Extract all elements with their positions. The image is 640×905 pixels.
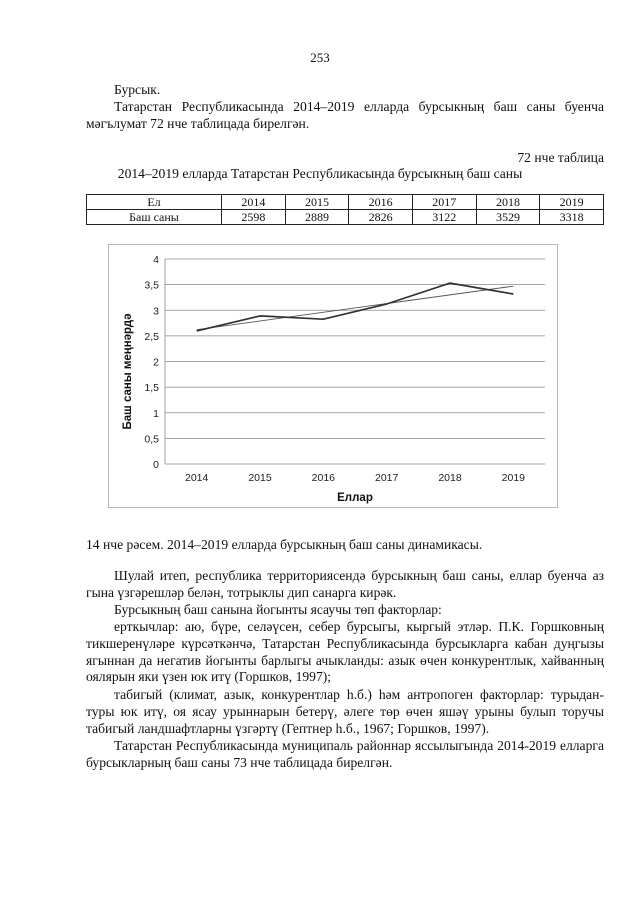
table-cell-count: 2598	[222, 210, 286, 225]
table-row-counts	[87, 210, 604, 225]
x-tick-label: 2014	[184, 472, 209, 484]
data-table	[86, 194, 604, 225]
table-cell-year: 2019	[540, 195, 604, 210]
table-cell-count: 3318	[540, 210, 604, 225]
y-tick-label: 2	[153, 356, 159, 369]
y-tick-label: 0	[153, 459, 159, 471]
x-tick-label: 2017	[374, 472, 399, 484]
table-title: 2014–2019 елларда Татарстан Республикасында бурсыкның баш саны	[117, 166, 523, 181]
chart-svg	[109, 245, 557, 507]
intro-paragraph: Татарстан Республикасында 2014–2019 елларда бурсыкның баш саны буенча мәгълумат 72 нче таблицада бирелгән.	[86, 99, 604, 131]
table-cell-year: 2015	[285, 195, 349, 210]
y-tick-label: 1	[153, 407, 159, 420]
body-paragraph-5: Татарстан Республикасында муниципаль районнар яссылыгында 2014-2019 елларга бурсыкларның баш саны 73 нче таблицада бирелгән.	[86, 738, 604, 770]
table-label: 72 нче таблица	[517, 150, 604, 165]
y-tick-label: 1,5	[144, 382, 159, 395]
y-axis-label: Баш саны меңнәрдә	[122, 313, 134, 430]
y-tick-label: 3	[153, 305, 159, 318]
body-paragraph-2: Бурсыкның баш санына йогынты ясаучы төп факторлар:	[114, 602, 442, 617]
table-cell-count: 2889	[285, 210, 349, 225]
body-paragraph-3: ерткычлар: аю, бүре, селәүсен, себер бурсыгы, кыргый этләр. П.К. Горшковның тикшеренүләре күрсәткәнчә, Татарстан Республикасында бурсыкларга кабан дуңгызы ягыннан да негатив йогынты барлыгы ачыкланды: азык өчен конкурентлык, хайванның оялярын яки үзен юк итү (Горшков, 1997);	[86, 619, 604, 685]
trend-line	[197, 286, 514, 330]
figure-caption: 14 нче рәсем. 2014–2019 елларда бурсыкның баш саны динамикасы.	[86, 537, 483, 552]
series-line	[197, 283, 514, 331]
x-tick-label: 2016	[311, 472, 336, 484]
y-tick-label: 3,5	[144, 279, 159, 292]
page-number: 253	[310, 50, 330, 65]
body-paragraph-1: Шулай итеп, республика территориясендә бурсыкның баш саны, еллар буенча аз гына үзгәрешләр белән, тотрыклы дип санарга кирәк.	[86, 568, 604, 600]
x-tick-label: 2015	[248, 472, 272, 484]
y-tick-label: 2,5	[144, 330, 159, 343]
table-cell-year: 2016	[349, 195, 413, 210]
table-cell-year: 2014	[222, 195, 286, 210]
table-header-count: Баш саны	[87, 210, 222, 225]
table-header-year: Ел	[87, 195, 222, 210]
table-cell-count: 3122	[412, 210, 476, 225]
table-cell-year: 2018	[476, 195, 540, 210]
y-tick-label: 0,5	[144, 433, 159, 446]
table-cell-year: 2017	[412, 195, 476, 210]
x-tick-label: 2019	[501, 472, 526, 484]
intro-line-1: Бурсык.	[114, 82, 161, 97]
y-tick-label: 4	[153, 254, 159, 266]
table-cell-count: 2826	[349, 210, 413, 225]
table-cell-count: 3529	[476, 210, 540, 225]
x-axis-label: Еллар	[337, 492, 373, 504]
body-paragraph-4: табигый (климат, азык, конкурентлар һ.б.) һәм антропоген факторлар: турыдан-туры юк итү, оя ясау урыннарын бетерү, әлеге төр өчен яшәү урыны булып торучы табигый ландшафтларны үзгәртү (Гептнер һ.б., 1967; Горшков, 1997).	[86, 687, 604, 736]
line-chart	[108, 244, 558, 508]
x-tick-label: 2018	[438, 472, 462, 484]
table-row-years	[87, 195, 604, 210]
